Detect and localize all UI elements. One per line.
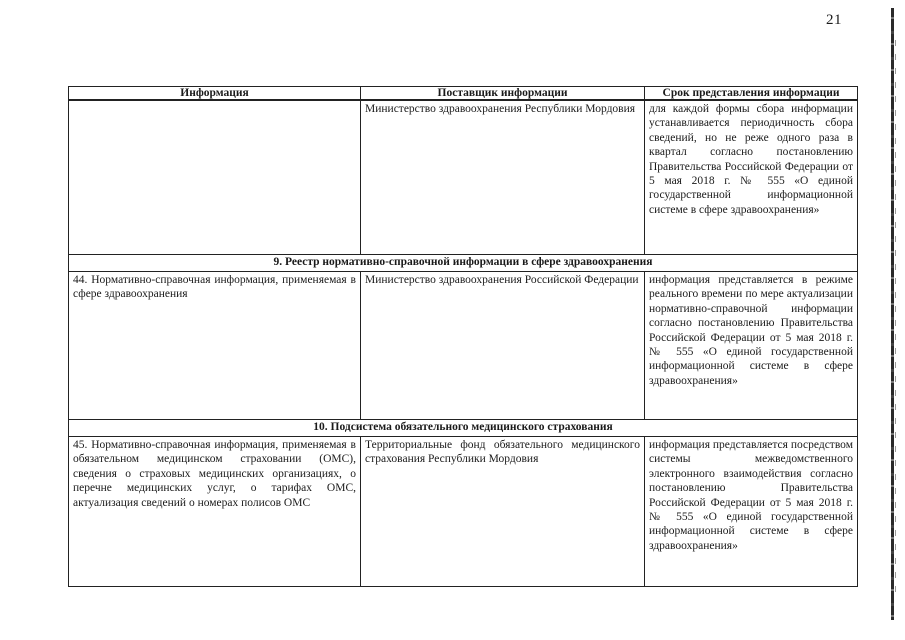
cell-provider: Министерство здравоохранения Республики Мордовия: [361, 100, 645, 255]
header-deadline: Срок представления информации: [645, 87, 858, 101]
section-heading-row: [69, 420, 858, 437]
section-title: 9. Реестр нормативно-справочной информации в сфере здравоохранения: [69, 255, 858, 272]
scan-edge-artifact-secondary: [895, 40, 896, 600]
information-table: [68, 86, 858, 587]
table-row: [69, 100, 858, 255]
cell-provider: Министерство здравоохранения Российской Федерации: [361, 272, 645, 420]
cell-info: 44. Нормативно-справочная информация, применяемая в сфере здравоохранения: [69, 272, 361, 420]
scan-edge-artifact: [891, 8, 894, 620]
cell-deadline: информация представляется в режиме реального времени по мере актуализации нормативно-справочной информации согласно постановлению Правительства Российской Федерации от 5 мая 2018 г. № 555 «О единой государственной информационной системе в сфере здравоохранения»: [645, 272, 858, 420]
cell-info: 45. Нормативно-справочная информация, применяемая в обязательном медицинском страховании (ОМС), сведения о страховых медицинских организациях, о перечне медицинских услуг, о тарифах ОМС, актуализация сведений о номерах полисов ОМС: [69, 437, 361, 587]
section-title: 10. Подсистема обязательного медицинского страхования: [69, 420, 858, 437]
header-information: Информация: [69, 87, 361, 101]
table-row: [69, 437, 858, 587]
cell-provider: Территориальные фонд обязательного медицинского страхования Республики Мордовия: [361, 437, 645, 587]
cell-deadline: информация представляется посредством системы межведомственного электронного взаимодействия согласно постановлению Правительства Российской Федерации от 5 мая 2018 г. № 555 «О единой государственной информационной системе в сфере здравоохранения»: [645, 437, 858, 587]
table-row: [69, 272, 858, 420]
cell-info: [69, 100, 361, 255]
cell-deadline: для каждой формы сбора информации устанавливается периодичность сбора сведений, но не реже одного раза в квартал согласно постановлению Правительства Российской Федерации от 5 мая 2018 г. № 555 «О единой государственной информационной системе в сфере здравоохранения»: [645, 100, 858, 255]
page-number: 21: [826, 12, 842, 28]
header-provider: Поставщик информации: [361, 87, 645, 101]
section-heading-row: [69, 255, 858, 272]
table-header-row: [69, 87, 858, 101]
